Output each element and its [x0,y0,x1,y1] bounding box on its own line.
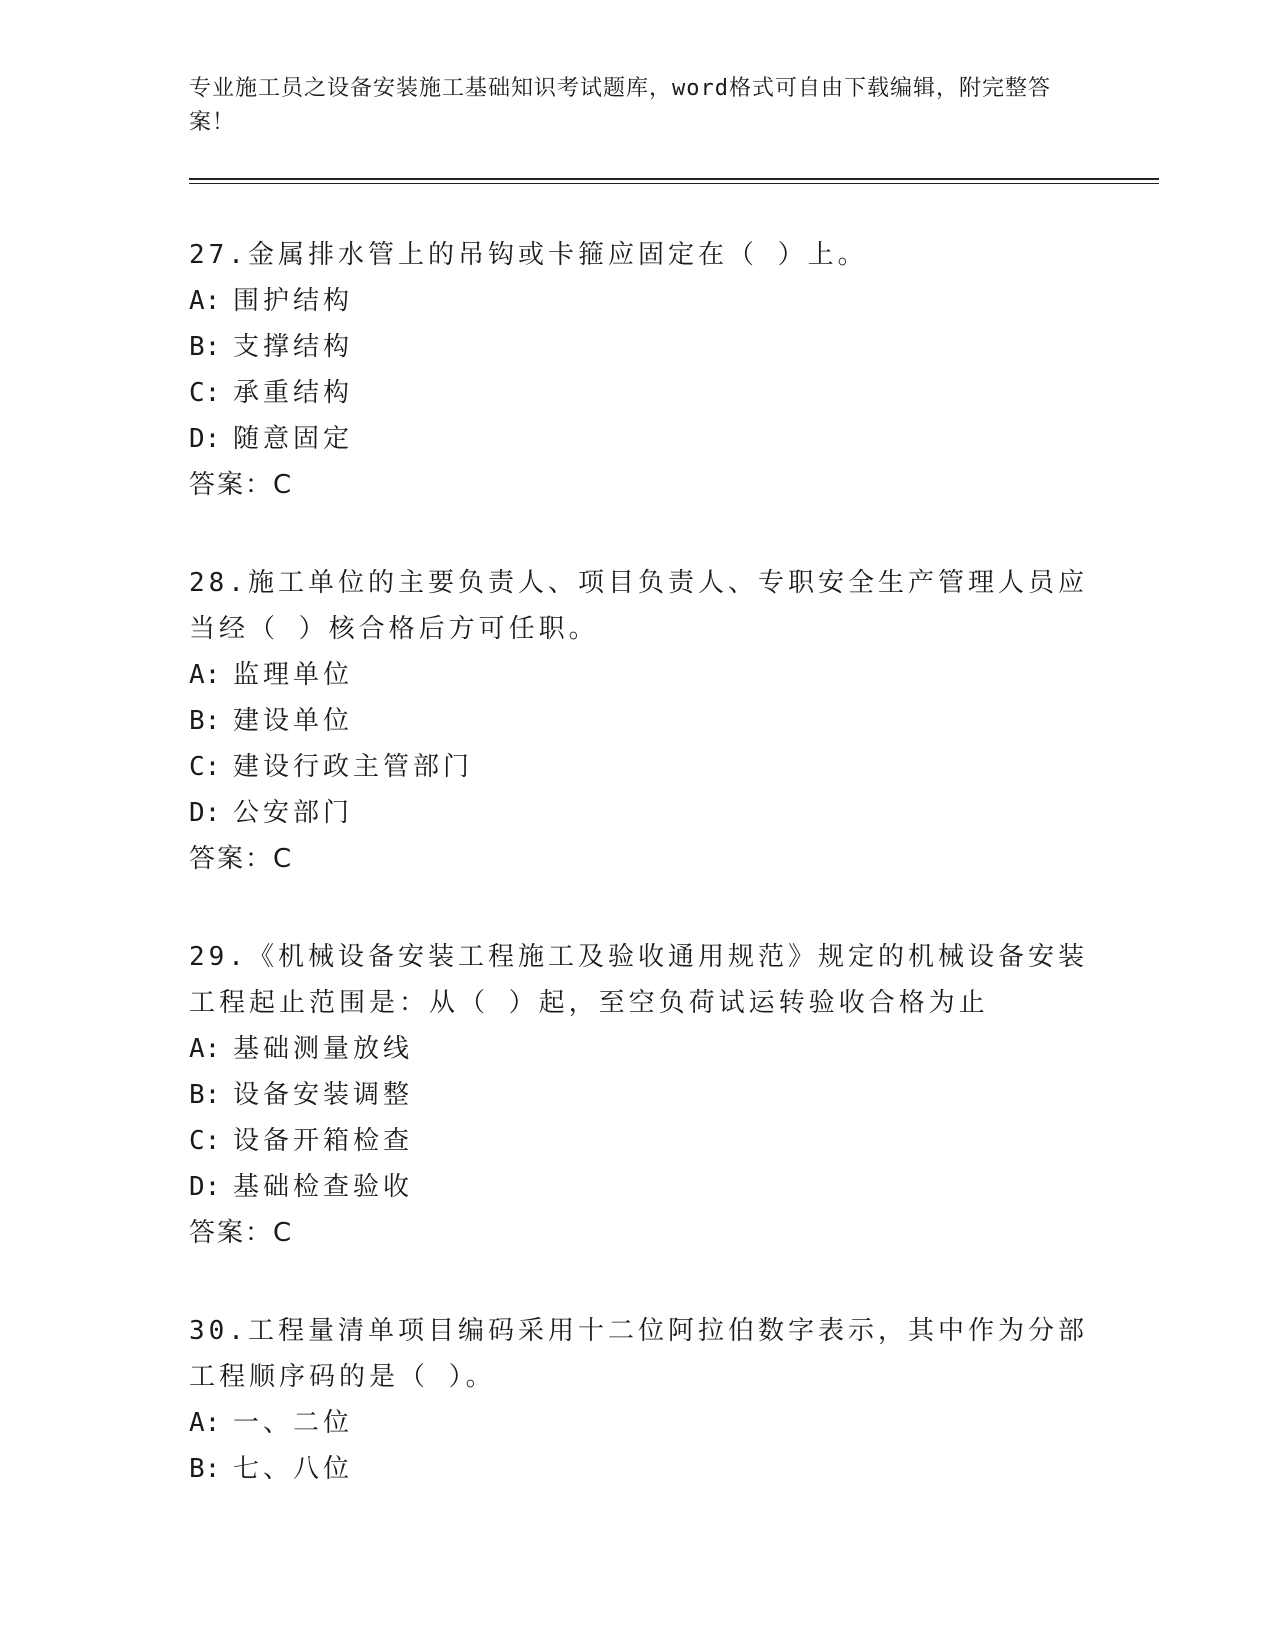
option-a [189,1026,1089,1072]
answer-text: 答案：C [189,470,294,500]
document-title: 专业施工员之设备安装施工基础知识考试题库，word格式可自由下载编辑，附完整答案！ [189,76,1051,135]
option-d [189,1164,1089,1210]
option-c [189,744,1089,790]
answer-text: 答案：C [189,844,294,874]
option-text: 设备安装调整 [233,1080,414,1110]
option-key: C: [189,752,221,782]
question-text: 29.《机械设备安装工程施工及验收通用规范》规定的机械设备安装工程起止范围是：从（ ）起，至空负荷试运转验收合格为止 [189,942,1088,1018]
option-text: 七、八位 [233,1454,354,1484]
option-d [189,790,1089,836]
option-b [189,324,1089,370]
option-b [189,1072,1089,1118]
option-c [189,370,1089,416]
option-key: C: [189,378,221,408]
option-key: D: [189,1172,221,1202]
option-key: A: [189,1408,221,1438]
option-key: A: [189,286,221,316]
question-text: 27.金属排水管上的吊钩或卡箍应固定在（ ）上。 [189,240,868,270]
option-key: B: [189,1080,221,1110]
document-header [189,72,1089,140]
header-divider [189,178,1159,180]
option-key: A: [189,660,221,690]
question-text: 30.工程量清单项目编码采用十二位阿拉伯数字表示，其中作为分部工程顺序码的是（ ）。 [189,1316,1088,1392]
option-text: 随意固定 [233,424,354,454]
question-text: 28.施工单位的主要负责人、项目负责人、专职安全生产管理人员应当经（ ）核合格后方可任职。 [189,568,1088,644]
question-27 [189,232,1089,508]
option-text: 围护结构 [233,286,354,316]
header-divider-thin [189,183,1159,184]
option-key: D: [189,424,221,454]
answer-text: 答案：C [189,1218,294,1248]
option-key: B: [189,706,221,736]
option-a [189,278,1089,324]
option-key: C: [189,1126,221,1156]
question-29 [189,934,1089,1256]
option-text: 一、二位 [233,1408,354,1438]
question-30 [189,1308,1089,1492]
option-a [189,652,1089,698]
option-text: 建设行政主管部门 [233,752,474,782]
option-text: 承重结构 [233,378,354,408]
option-a [189,1400,1089,1446]
option-text: 建设单位 [233,706,354,736]
option-text: 支撑结构 [233,332,354,362]
option-text: 监理单位 [233,660,354,690]
option-text: 基础检查验收 [233,1172,414,1202]
option-text: 设备开箱检查 [233,1126,414,1156]
option-b [189,698,1089,744]
option-key: D: [189,798,221,828]
question-list [189,232,1089,1544]
option-c [189,1118,1089,1164]
option-b [189,1446,1089,1492]
option-key: B: [189,332,221,362]
question-28 [189,560,1089,882]
option-key: B: [189,1454,221,1484]
option-d [189,416,1089,462]
option-text: 公安部门 [233,798,354,828]
option-text: 基础测量放线 [233,1034,414,1064]
option-key: A: [189,1034,221,1064]
